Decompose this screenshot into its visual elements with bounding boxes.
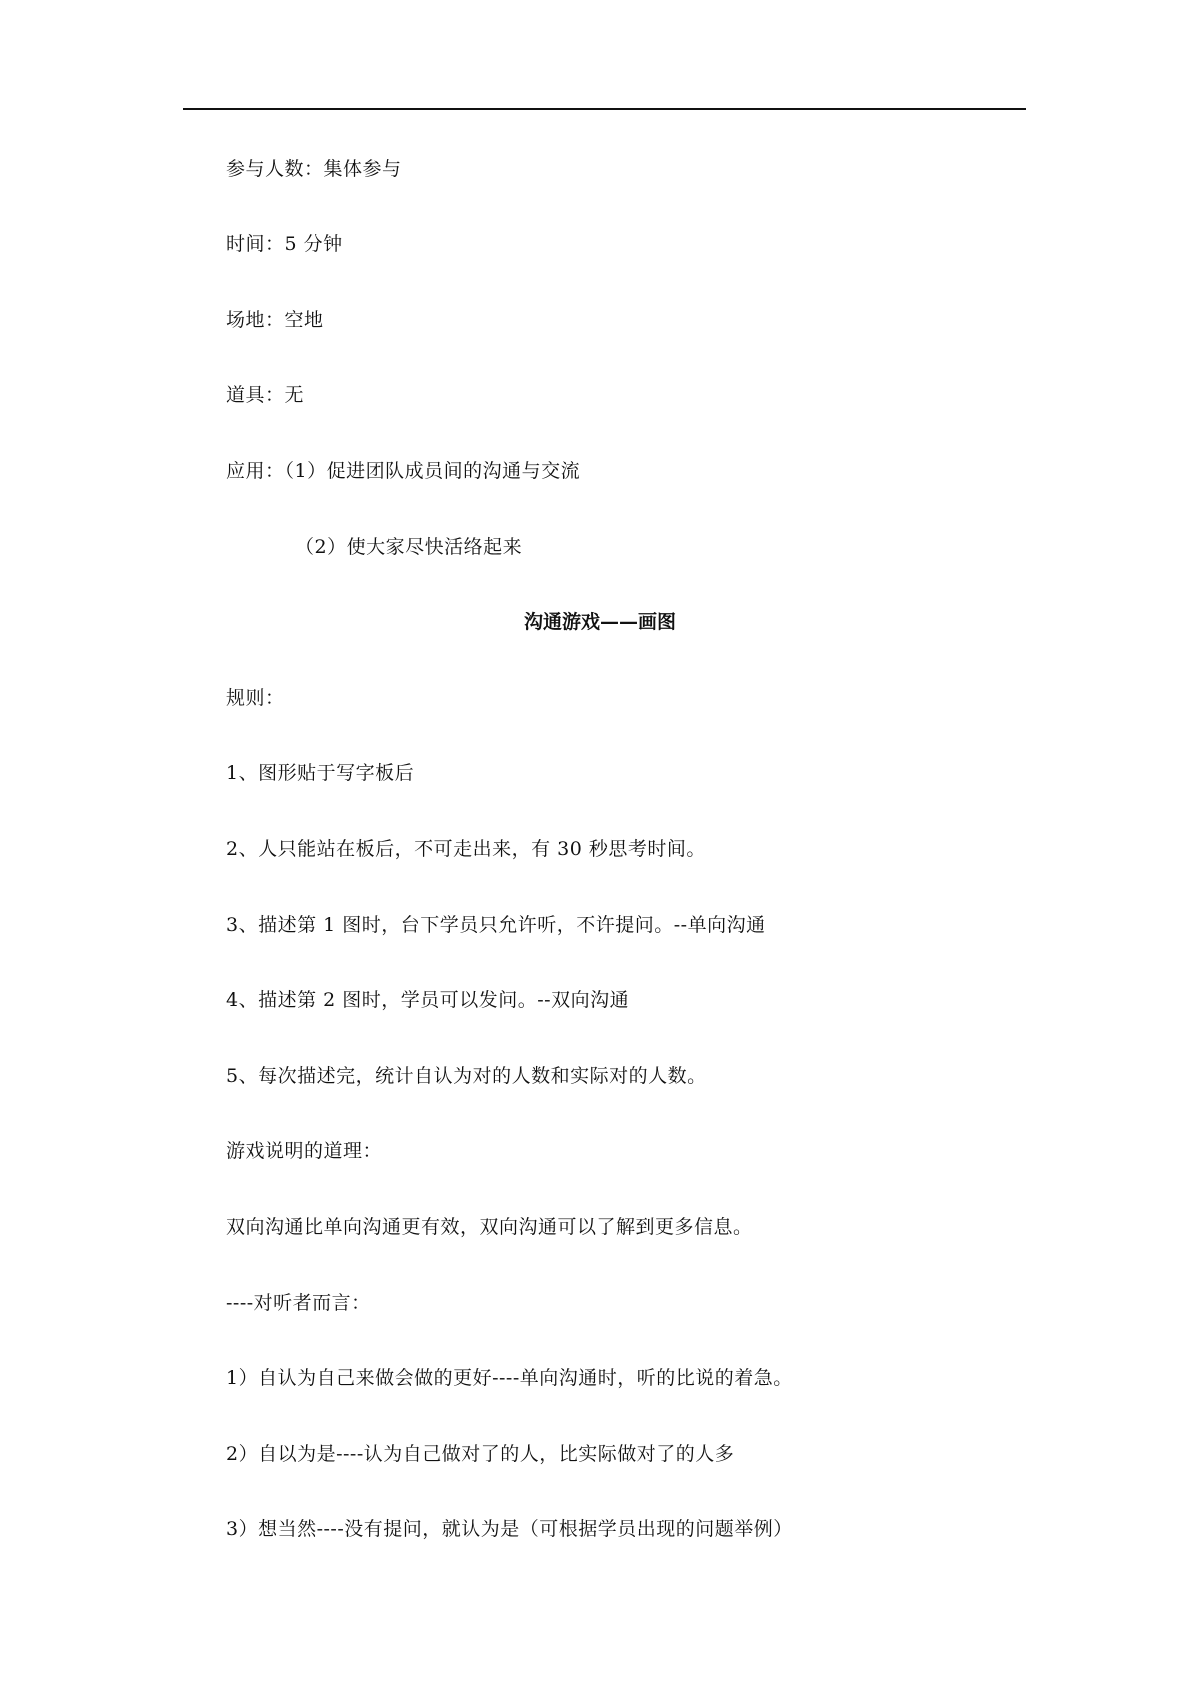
rule-item: 4、描述第 2 图时，学员可以发问。--双向沟通: [226, 989, 630, 1011]
rule-item: 1、图形贴于写字板后: [226, 762, 415, 784]
time-line: 时间：5 分钟: [226, 233, 343, 255]
lesson-text: 双向沟通比单向沟通更有效，双向沟通可以了解到更多信息。: [226, 1216, 753, 1238]
listener-point: 2）自以为是----认为自己做对了的人，比实际做对了的人多: [226, 1443, 735, 1465]
application-line-1: 应用：（1）促进团队成员间的沟通与交流: [226, 460, 581, 482]
rule-item: 5、每次描述完，统计自认为对的人数和实际对的人数。: [226, 1065, 707, 1087]
listener-point: 1）自认为自己来做会做的更好----单向沟通时，听的比说的着急。: [226, 1367, 793, 1389]
listener-point: 3）想当然----没有提问，就认为是（可根据学员出现的问题举例）: [226, 1518, 793, 1540]
listener-heading: ----对听者而言：: [226, 1292, 371, 1314]
props-line: 道具：无: [226, 384, 305, 406]
rule-item: 2、人只能站在板后，不可走出来，有 30 秒思考时间。: [226, 838, 706, 860]
rules-heading: 规则：: [226, 687, 285, 709]
application-line-2: （2）使大家尽快活络起来: [295, 536, 523, 558]
participants-line: 参与人数：集体参与: [226, 158, 402, 180]
rule-item: 3、描述第 1 图时，台下学员只允许听，不许提问。--单向沟通: [226, 914, 766, 936]
lesson-heading: 游戏说明的道理：: [226, 1140, 383, 1162]
header-rule: [183, 108, 1026, 110]
venue-line: 场地：空地: [226, 309, 324, 331]
section-title: 沟通游戏——画图: [523, 611, 676, 633]
